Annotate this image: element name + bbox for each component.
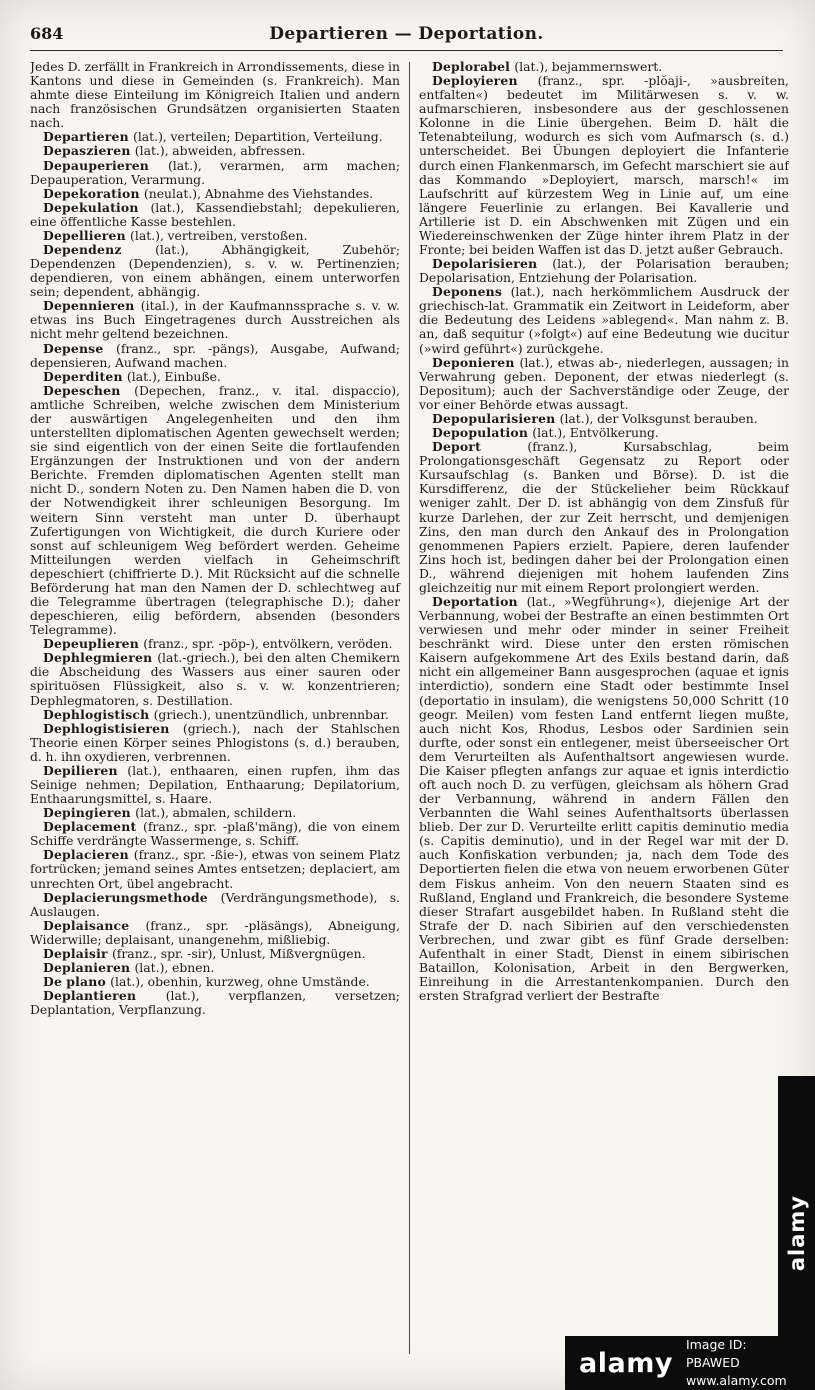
entry-headword: Deplaisance [43,917,146,933]
dictionary-entry: Dephlegmieren (lat.-griech.), bei den alten Chemikern die Abscheidung des Wassers aus einer sauren oder spirituösen Flüssigkeit, also s. v. w. konzentrieren; Dephlegmatoren, s. Destillation. [30,650,400,708]
dictionary-entry: Depilieren (lat.), enthaaren, einen rupfen, ihm das Seinige nehmen; Depilation, Enthaarung; Depilatorium, Enthaarungsmittel, s. Haare. [30,762,401,807]
entry-headword: Depauperieren [43,157,168,173]
page-header [30,24,783,48]
dictionary-entry: Deplaisir (franz., spr. -sir), Unlust, Mißvergnügen. [43,945,366,961]
dictionary-entry: Depeuplieren (franz., spr. -pöp-), entvölkern, veröden. [43,636,393,652]
entry-headword: Deplanieren [43,960,135,975]
page-number: 684 [30,24,64,43]
left-column [30,60,400,1354]
dictionary-entry: Jedes D. zerfällt in Frankreich in Arrondissements, diese in Kantons und diese in Gemeinden (s. Frankreich). Man ahmte diese Einteilung im Königreich Italien und andern nach französischen Grundsätzen organisierten Staaten nach. [30,60,400,131]
dictionary-entry: De plano (lat.), obenhin, kurzweg, ohne Umstände. [43,974,370,990]
dictionary-entry: Deplacierungsmethode (Verdrängungsmethode), s. Auslaugen. [30,889,400,919]
right-column [419,60,789,1354]
entry-headword: De plano [43,974,111,990]
dictionary-entry: Depekulation (lat.), Kassendiebstahl; depekulieren, eine öffentliche Kasse bestehlen. [30,199,400,229]
entry-headword: Deport [432,439,528,455]
entry-headword: Depense [43,340,117,356]
dictionary-entry: Depolarisieren (lat.), der Polarisation berauben; Depolarisation, Entziehung der Polarisation. [419,256,789,286]
dictionary-entry: Dependenz (lat.), Abhängigkeit, Zubehör; Dependenzen (Dependenzien), s. v. w. Pertinenzien; dependieren, von einem abhängen, einem unterworfen sein; dependent, abhängig. [30,242,400,300]
dictionary-entry: Deponens (lat.), nach herkömmlichem Ausdruck der griechisch-lat. Grammatik ein Zeitwort in Leideform, aber die Bedeutung des Leidens »ablegend«. Man nahm z. B. an, daß sequitur (»folgt«) auf eine Bedeutung wie ducitur (»wird geführt«) zurückgehe. [419,284,789,356]
entry-headword: Dependenz [43,242,156,258]
dictionary-entry: Deplacement (franz., spr. -plaß'mäng), die von einem Schiffe verdrängte Wassermenge, s. Schiff. [30,819,400,849]
alamy-url-text: www.alamy.com [685,1373,787,1389]
dictionary-entry: Deperditen (lat.), Einbuße. [43,368,221,384]
entry-headword: Deportation [432,593,527,609]
dictionary-entry: Depennieren (ital.), in der Kaufmannssprache s. v. w. etwas ins Buch Eingetragenes durch Ausstreichen als nicht mehr geltend bezeichnen. [30,298,400,342]
entry-headword: Departieren [43,129,133,145]
dictionary-entry: Dephlogistisieren (griech.), nach der Stahlschen Theorie einen Körper seines Phlogistons (s. d.) berauben, d. h. ihn oxydieren, verbrennen. [30,720,400,764]
dictionary-entry: Depingieren (lat.), abmalen, schildern. [43,805,297,821]
entry-headword: Deplantieren [43,988,166,1004]
dictionary-entry: Depaszieren (lat.), abweiden, abfressen. [43,143,306,159]
entry-headword: Depopularisieren [432,410,560,426]
alamy-logo: alamy [579,1347,673,1379]
entry-headword: Depellieren [43,227,131,243]
entry-headword: Depolarisieren [432,256,553,272]
alamy-vertical-logo: alamy [784,1194,809,1272]
entry-headword: Deplacieren [43,847,134,863]
entry-headword: Depingieren [43,805,136,821]
dictionary-entry: Depopularisieren (lat.), der Volksgunst berauben. [432,410,758,426]
entry-headword: Deplorabel [432,60,515,74]
entry-headword: Depeuplieren [43,636,144,652]
entry-headword: Depaszieren [43,143,135,159]
dictionary-entry: Deport (franz.), Kursabschlag, beim Prolongationsgeschäft Gegensatz zu Report oder Kursaufschlag (s. Banken und Börse). D. ist die Kursdifferenz, die der Stückelieher beim Rückkauf weniger zahlt. Der D. ist abhängig von dem Zinsfuß für kurze Darlehen, der zur Zeit herrscht, und demjenigen Zins, den man durch den Ankauf des in Prolongation genommenen Papiers erzielt. Papiere, deren laufender Zins hoch ist, bedingen daher bei der Prolongation einen D., während diejenigen mit hohem laufenden Zins gleichzeitig nur mit einem Report prolongiert werden. [419,439,789,595]
entry-headword: Dephlogistisch [43,706,154,722]
dictionary-entry: Deplorabel (lat.), bejammernswert. [432,60,663,74]
entry-headword: Deployieren [432,73,538,89]
entry-headword: Deponieren [432,354,520,370]
entry-headword: Deplaisir [43,945,112,961]
header-rule [30,50,783,51]
dictionary-entry: Deplanieren (lat.), ebnen. [43,960,215,975]
entry-headword: Depilieren [43,762,128,778]
dictionary-entry: Departieren (lat.), verteilen; Departition, Verteilung. [43,129,383,145]
image-id-text: Image ID: PBAWED [685,1336,747,1370]
entry-headword: Deplacement [43,819,143,835]
dictionary-entry: Deplantieren (lat.), verpflanzen, versetzen; Deplantation, Verpflanzung. [30,988,400,1018]
dictionary-entry: Depekoration (neulat.), Abnahme des Viehstandes. [43,185,374,201]
page-title: Departieren — Deportation. [269,24,544,44]
dictionary-entry: Deployieren (franz., spr. -plŏaji-, »ausbreiten, entfalten«) bedeutet im Militärwesen s. v. w. aufmarschieren, insbesondere aus der geschlossenen Kolonne in die Linie übergehen. Beim D. hält die Tetenabteilung, wodurch es sich vom Aufmarsch (s. d.) unterscheidet. Bei Übungen deployiert die Infanterie durch einen Flankenmarsch, im Gefecht marschiert sie auf das Kommando »Deployiert, marsch, marsch!« im Laufschritt auf kürzestem Weg in Linie auf, um eine längere Feuerlinie zu erlangen. Bei Kavallerie und Artillerie ist D. ein Abschwenken mit Zügen und ein Wiedereinschwenken der Züge hinter ihrem Platz in der Fronte; bei beiden Waffen ist das D. jetzt außer Gebrauch. [419,73,789,258]
dictionary-entry: Deplaisance (franz., spr. -pläsängs), Abneigung, Widerwille; deplaisant, unangenehm, mißliebig. [30,917,401,947]
column-divider [409,62,410,1354]
dictionary-entry: Depauperieren (lat.), verarmen, arm machen; Depauperation, Verarmung. [30,157,400,187]
entry-headword: Depeschen [43,382,135,398]
dictionary-entry: Depopulation (lat.), Entvölkerung. [432,425,659,441]
entry-headword: Depopulation [432,425,533,441]
dictionary-entry: Deportation (lat., »Wegführung«), diejenige Art der Verbannung, wobei der Bestrafte an einen bestimmten Ort verwiesen und mehr oder minder in seiner Freiheit beschränkt wird. Diese unter den ersten römischen Kaisern aufgekommene Art des Exils bestand darin, daß nicht ein allgemeiner Bann ausgesprochen (aquae et ignis interdictio), sondern eine Stadt oder bestimmte Insel (deportatio in insulam), die wenigstens 50,000 Schritt (10 geogr. Meilen) vom festen Land entfernt liegen mußte, auch nicht Kos, Rhodus, Lesbos oder Sardinien sein durfte, oder sonst ein entlegener, meist überseeischer Ort dem Verurteilten als Aufenthaltsort angewiesen wurde. Die Kaiser pflegten anfangs zur aquae et ignis interdictio oft auch noch D. zu verfügen, gleichsam als höhern Grad der Verbannung, während in andern Fällen den Verbannten die Wahl seines Aufenthaltsorts überlassen blieb. Der zur D. Verurteilte erlitt capitis deminutio media (s. Capitis deminutio), und in der Regel war mit der D. auch Konfiskation verbunden; ja, nach dem Tode des Deportierten fielen die etwa von neuem erworbenen Güter dem Fiskus anheim. Von den neuern Staaten sind es Rußland, England und Frankreich, die besondere Systeme dieser Strafart ausgebildet haben. In Rußland steht die Strafe der D. nach Sibirien auf den verschiedensten Verbrechen, und zwar gibt es fünf Grade derselben: Aufenthalt in einer Stadt, Dienst in einem sibirischen Bataillon, Kolonisation, Arbeit in den Bergwerken, Einreihung in die Arrestantenkompanien. Durch den ersten Strafgrad verliert der Bestrafte [419,593,789,1004]
entry-headword: Deplacierungsmethode [43,889,221,905]
dictionary-entry: Depeschen (Depechen, franz., v. ital. dispaccio), amtliche Schreiben, welche zwischen dem Ministerium der auswärtigen Angelegenheiten und den ihm unterstellten diplomatischen Agenten gewechselt werden; sie sind eigentlich von der einen Seite die fortlaufenden Ergänzungen der Instruktionen und von der andern Berichte. Fremden diplomatischen Agenten stellt man nicht D., sondern Noten zu. Den Namen haben die D. von der Notwendigkeit ihrer schleunigen Besorgung. Im weitern Sinn versteht man unter D. überhaupt Zufertigungen von Wichtigkeit, die durch Kuriere oder sonst auf schleunigem Weg befördert werden. Geheime Mitteilungen werden vielfach in Geheimschrift depeschiert (chiffrierte D.). Mit Rücksicht auf die schnelle Beförderung hat man den Namen der D. schlechtweg auf die Telegramme übertragen (telegraphische D.); daher depeschieren, eilig befördern, absenden (besonders Telegramme). [30,382,400,638]
entry-headword: Depennieren [43,298,141,314]
dictionary-entry: Deplacieren (franz., spr. -ßie-), etwas von seinem Platz fortrücken; jemand seines Amtes entsetzen; deplaciert, am unrechten Ort, übel angebracht. [30,847,400,891]
dictionary-entry: Depense (franz., spr. -pängs), Ausgabe, Aufwand; depensieren, Aufwand machen. [30,340,400,370]
dictionary-entry: Dephlogistisch (griech.), unentzündlich, unbrennbar. [43,706,389,722]
entry-headword: Deponens [432,284,511,300]
text-columns [30,60,789,1354]
entry-headword: Depekulation [43,199,151,215]
entry-headword: Dephlegmieren [43,650,158,666]
dictionary-entry: Deponieren (lat.), etwas ab-, niederlegen, aussagen; in Verwahrung geben. Deponent, der etwas niederlegt (s. Depositum); auch der Sachverständige oder Zeuge, der vor einer Behörde etwas aussagt. [419,354,789,412]
entry-headword: Dephlogistisieren [43,720,183,736]
alamy-meta [686,1336,801,1390]
dictionary-entry: Depellieren (lat.), vertreiben, verstoßen. [43,227,308,243]
entry-headword: Depekoration [43,185,144,201]
alamy-watermark-box [565,1336,815,1390]
entry-headword: Deperditen [43,368,127,384]
